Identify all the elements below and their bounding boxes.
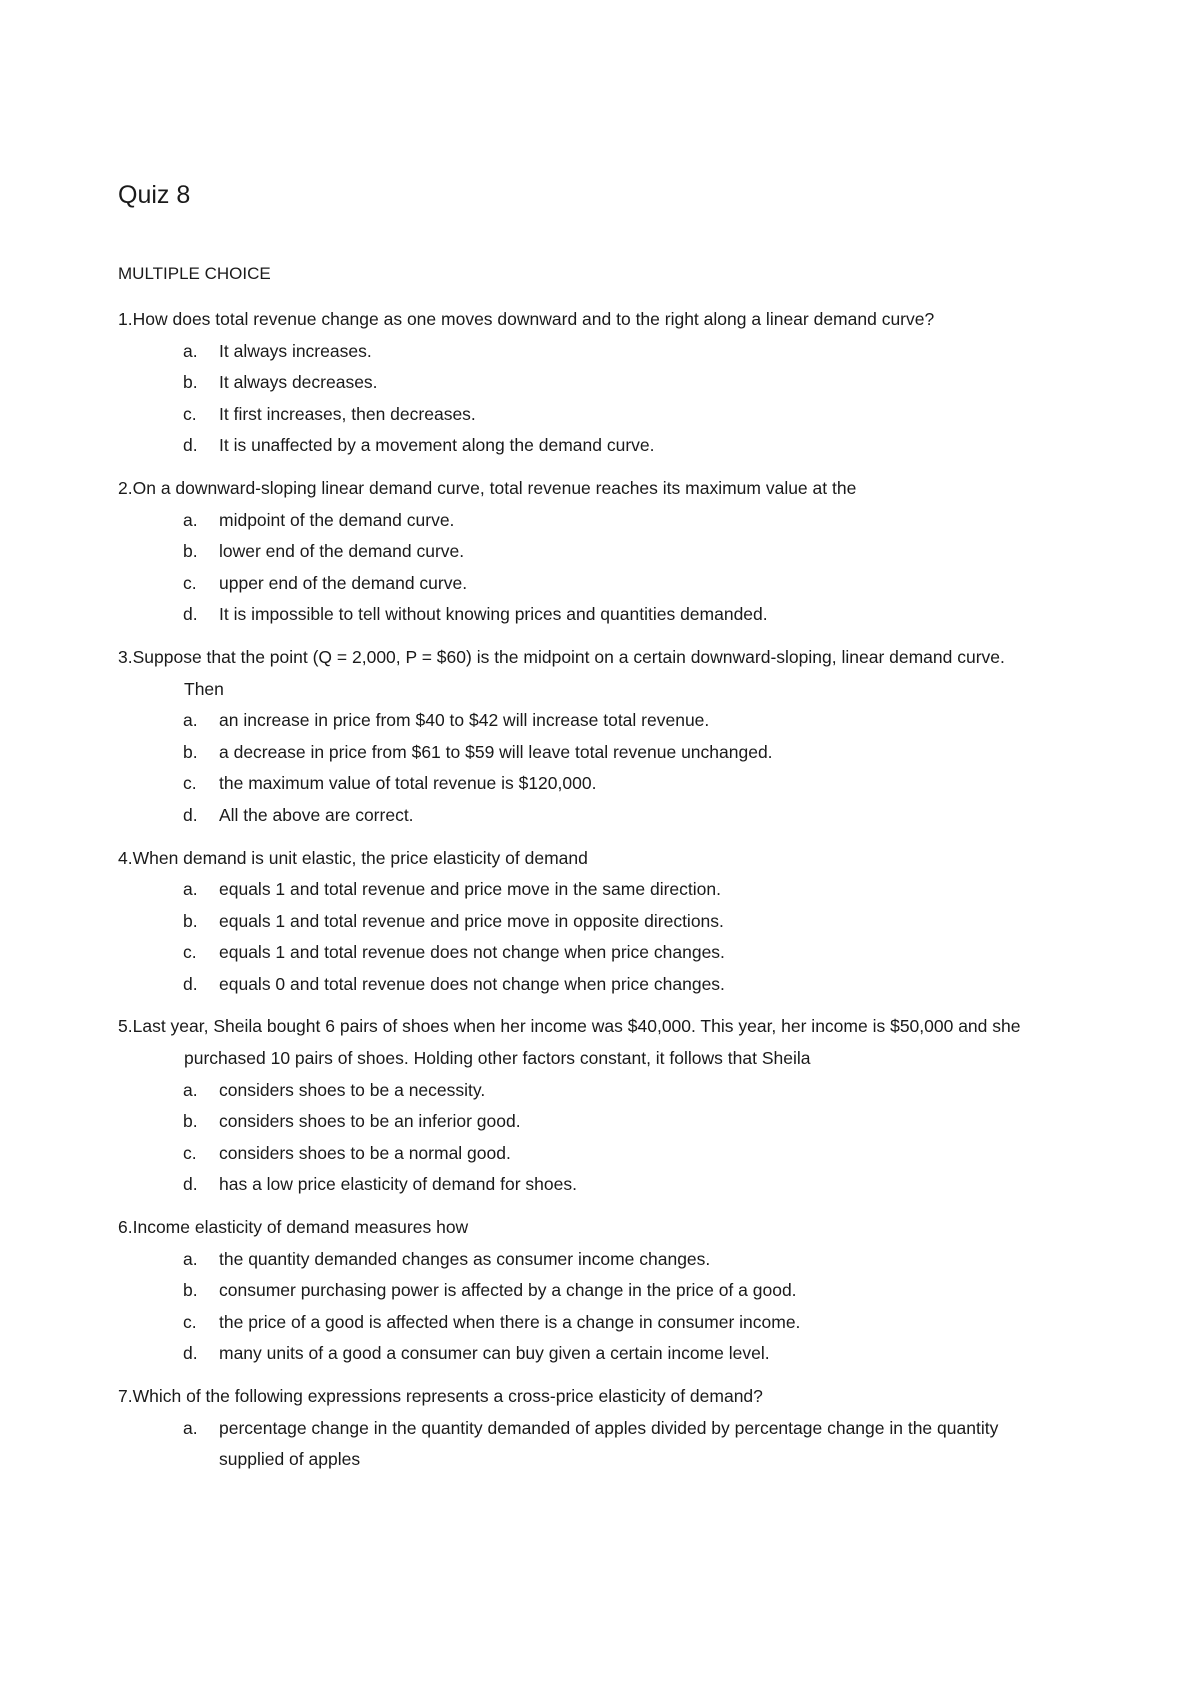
option-letter: c. bbox=[183, 942, 197, 963]
question-7 bbox=[118, 1381, 1038, 1476]
option-list bbox=[118, 705, 1038, 831]
option-letter: c. bbox=[183, 572, 197, 593]
question-stem bbox=[118, 1011, 1038, 1074]
option-text: upper end of the demand curve. bbox=[219, 572, 468, 593]
answer-option bbox=[118, 705, 1038, 737]
question-text: When demand is unit elastic, the price elasticity of demand bbox=[132, 847, 588, 868]
question-number: 2. bbox=[118, 477, 133, 498]
answer-option bbox=[118, 800, 1038, 832]
question-6 bbox=[118, 1212, 1038, 1370]
option-letter: d. bbox=[183, 973, 198, 994]
section-heading: MULTIPLE CHOICE bbox=[118, 264, 271, 283]
answer-option bbox=[118, 1138, 1038, 1170]
answer-option bbox=[118, 568, 1038, 600]
option-text: a decrease in price from $61 to $59 will leave total revenue unchanged. bbox=[219, 741, 773, 762]
question-stem bbox=[118, 473, 1038, 505]
answer-option bbox=[118, 874, 1038, 906]
question-list bbox=[118, 304, 1038, 1487]
option-letter: d. bbox=[183, 1343, 198, 1364]
option-text: All the above are correct. bbox=[219, 804, 414, 825]
option-letter: a. bbox=[183, 1079, 198, 1100]
option-text: has a low price elasticity of demand for shoes. bbox=[219, 1174, 577, 1195]
option-text: equals 0 and total revenue does not change when price changes. bbox=[219, 973, 725, 994]
option-list bbox=[118, 1075, 1038, 1201]
question-1 bbox=[118, 304, 1038, 462]
option-text: equals 1 and total revenue does not change when price changes. bbox=[219, 942, 725, 963]
option-text: percentage change in the quantity demanded of apples divided by percentage change in the quantity supplied of apples bbox=[219, 1417, 999, 1470]
answer-option bbox=[118, 937, 1038, 969]
question-4 bbox=[118, 843, 1038, 1001]
question-number: 1. bbox=[118, 309, 133, 329]
option-text: considers shoes to be a necessity. bbox=[219, 1079, 486, 1100]
answer-option bbox=[118, 1106, 1038, 1138]
question-text: Suppose that the point (Q = 2,000, P = $60) is the midpoint on a certain downward-sloping, linear demand curve. Then bbox=[132, 646, 1005, 699]
question-number: 5. bbox=[118, 1016, 133, 1037]
question-stem bbox=[118, 642, 1038, 705]
option-text: It always decreases. bbox=[219, 372, 378, 393]
option-letter: a. bbox=[183, 879, 198, 900]
option-letter: b. bbox=[183, 741, 198, 762]
option-list bbox=[118, 1413, 1038, 1476]
document-title: Quiz 8 bbox=[118, 181, 191, 209]
answer-option bbox=[118, 505, 1038, 537]
option-letter: a. bbox=[183, 710, 198, 731]
option-letter: b. bbox=[183, 1280, 198, 1301]
option-text: considers shoes to be an inferior good. bbox=[219, 1111, 521, 1132]
answer-option bbox=[118, 1338, 1038, 1370]
question-stem bbox=[118, 1381, 1038, 1413]
option-text: consumer purchasing power is affected by a change in the price of a good. bbox=[219, 1280, 797, 1301]
option-text: lower end of the demand curve. bbox=[219, 541, 465, 562]
question-stem bbox=[118, 1212, 1038, 1244]
answer-option bbox=[118, 768, 1038, 800]
question-number: 7. bbox=[118, 1386, 133, 1406]
question-text: How does total revenue change as one moves downward and to the right along a linear demand curve? bbox=[132, 309, 935, 329]
option-list bbox=[118, 336, 1038, 462]
option-letter: b. bbox=[183, 910, 198, 931]
question-text: Last year, Sheila bought 6 pairs of shoes when her income was $40,000. This year, her income is $50,000 and she purchased 10 pairs of shoes. Holding other factors constant, it follows that Sheila bbox=[132, 1016, 1021, 1069]
option-letter: c. bbox=[183, 1142, 197, 1163]
option-letter: c. bbox=[183, 403, 197, 424]
option-letter: b. bbox=[183, 372, 198, 393]
option-text: equals 1 and total revenue and price move in the same direction. bbox=[219, 879, 721, 900]
option-letter: d. bbox=[183, 1174, 198, 1195]
option-text: It is unaffected by a movement along the demand curve. bbox=[219, 435, 655, 456]
question-text: Income elasticity of demand measures how bbox=[132, 1217, 469, 1238]
option-text: considers shoes to be a normal good. bbox=[219, 1142, 511, 1163]
option-letter: a. bbox=[183, 1248, 198, 1269]
answer-option bbox=[118, 1169, 1038, 1201]
option-text: the price of a good is affected when there is a change in consumer income. bbox=[219, 1311, 801, 1332]
option-letter: d. bbox=[183, 604, 198, 625]
answer-option bbox=[118, 399, 1038, 431]
option-text: equals 1 and total revenue and price move in opposite directions. bbox=[219, 910, 724, 931]
answer-option bbox=[118, 1244, 1038, 1276]
answer-option bbox=[118, 336, 1038, 368]
option-text: the quantity demanded changes as consumer income changes. bbox=[219, 1248, 711, 1269]
option-text: It always increases. bbox=[219, 340, 372, 361]
option-text: It is impossible to tell without knowing prices and quantities demanded. bbox=[219, 604, 768, 625]
question-text: On a downward-sloping linear demand curve, total revenue reaches its maximum value at the bbox=[132, 477, 857, 498]
answer-option bbox=[118, 1307, 1038, 1339]
option-letter: d. bbox=[183, 804, 198, 825]
answer-option bbox=[118, 430, 1038, 462]
answer-option bbox=[118, 367, 1038, 399]
answer-option bbox=[118, 599, 1038, 631]
option-list bbox=[118, 505, 1038, 631]
question-2 bbox=[118, 473, 1038, 631]
answer-option bbox=[118, 1275, 1038, 1307]
option-text: many units of a good a consumer can buy given a certain income level. bbox=[219, 1343, 770, 1364]
question-stem bbox=[118, 304, 1038, 336]
question-text: Which of the following expressions represents a cross-price elasticity of demand? bbox=[132, 1386, 763, 1406]
option-letter: a. bbox=[183, 509, 198, 530]
option-letter: c. bbox=[183, 773, 197, 794]
option-text: midpoint of the demand curve. bbox=[219, 509, 455, 530]
question-3 bbox=[118, 642, 1038, 832]
option-text: the maximum value of total revenue is $120,000. bbox=[219, 773, 597, 794]
option-letter: a. bbox=[183, 1417, 198, 1438]
option-text: an increase in price from $40 to $42 will increase total revenue. bbox=[219, 710, 710, 731]
answer-option bbox=[118, 1413, 1038, 1476]
question-5 bbox=[118, 1011, 1038, 1201]
question-number: 3. bbox=[118, 646, 133, 667]
option-text: It first increases, then decreases. bbox=[219, 403, 476, 424]
answer-option bbox=[118, 906, 1038, 938]
question-number: 6. bbox=[118, 1217, 133, 1238]
option-letter: a. bbox=[183, 340, 198, 361]
option-letter: d. bbox=[183, 435, 198, 456]
question-stem bbox=[118, 843, 1038, 875]
question-number: 4. bbox=[118, 847, 133, 868]
option-list bbox=[118, 1244, 1038, 1370]
answer-option bbox=[118, 1075, 1038, 1107]
option-letter: b. bbox=[183, 541, 198, 562]
answer-option bbox=[118, 737, 1038, 769]
option-letter: b. bbox=[183, 1111, 198, 1132]
option-list bbox=[118, 874, 1038, 1000]
answer-option bbox=[118, 969, 1038, 1001]
answer-option bbox=[118, 536, 1038, 568]
option-letter: c. bbox=[183, 1311, 197, 1332]
